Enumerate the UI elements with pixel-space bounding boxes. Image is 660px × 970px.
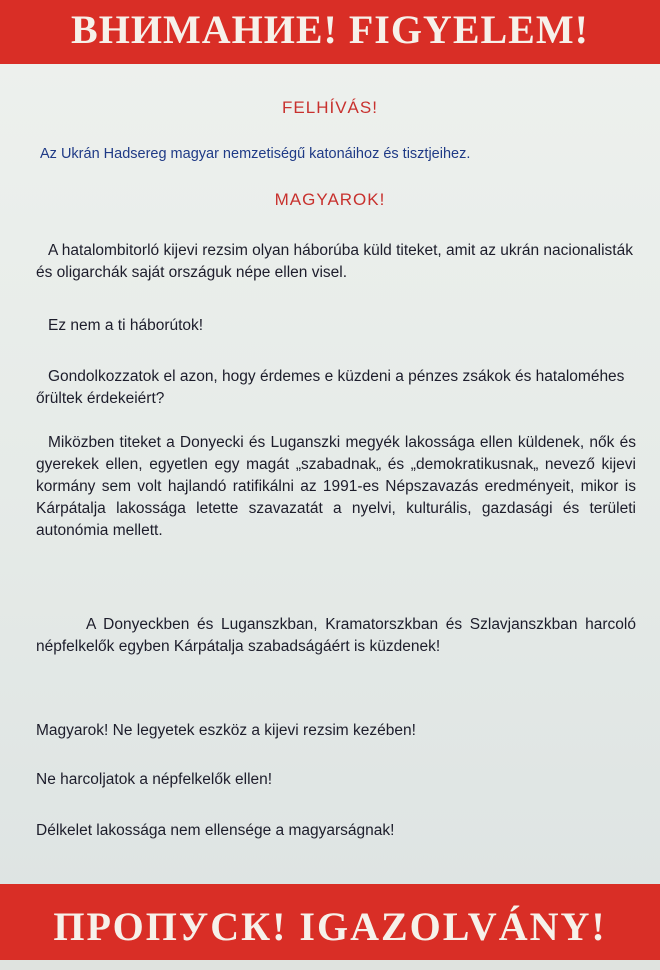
leaflet-body: [0, 64, 660, 884]
bottom-banner: [0, 884, 660, 960]
paragraph-4-text: Miközben titeket a Donyecki és Luganszki megyék lakossága ellen küldenek, nők és gyerekek ellen, egyetlen egy magát „szabadnak„ és „demokratikusnak„ nevező kijevi kormány sem volt hajlandó ratifikálni az 1991-es Népszavazás eredményeit, mikor is Kárpátalja lakossága letette szavazatát a nyelvi, kulturális, gazdasági és területi autonómia mellett.: [36, 434, 636, 539]
appeal-heading: FELHÍVÁS!: [282, 98, 378, 117]
paragraph-4: [36, 432, 636, 542]
paragraph-7-text: Ne harcoljatok a népfelkelők ellen!: [36, 771, 273, 788]
paragraph-1: [36, 240, 636, 284]
magyarok-heading: MAGYAROK!: [274, 190, 386, 209]
paragraph-6: [36, 720, 636, 742]
intro-line: Az Ukrán Hadsereg magyar nemzetiségű katonáihoz és tisztjeihez.: [40, 146, 471, 162]
top-banner: [0, 0, 660, 64]
paragraph-2: [36, 315, 636, 337]
paragraph-7: [36, 769, 636, 791]
bottom-banner-title: ПРОПУСК! IGAZOLVÁNY!: [53, 904, 607, 949]
paragraph-8: [36, 820, 636, 842]
paragraph-5: [36, 614, 636, 658]
paragraph-1-text: A hatalombitorló kijevi rezsim olyan háborúba küld titeket, amit az ukrán nacionalisták és oligarchák saját országuk népe ellen visel.: [36, 242, 633, 281]
top-banner-title: ВНИМАНИЕ! FIGYELEM!: [71, 7, 589, 52]
paragraph-5-text: A Donyeckben és Luganszkban, Kramatorszkban és Szlavjanszkban harcoló népfelkelők egyben Kárpátalja szabadságáért is küzdenek!: [36, 616, 636, 655]
paragraph-2-text: Ez nem a ti háborútok!: [48, 317, 204, 334]
paragraph-8-text: Délkelet lakossága nem ellensége a magyarságnak!: [36, 822, 395, 839]
paragraph-3: [36, 366, 636, 410]
paragraph-3-text: Gondolkozzatok el azon, hogy érdemes e küzdeni a pénzes zsákok és hataloméhes őrültek érdekeiért?: [36, 368, 625, 407]
paragraph-6-text: Magyarok! Ne legyetek eszköz a kijevi rezsim kezében!: [36, 722, 416, 739]
